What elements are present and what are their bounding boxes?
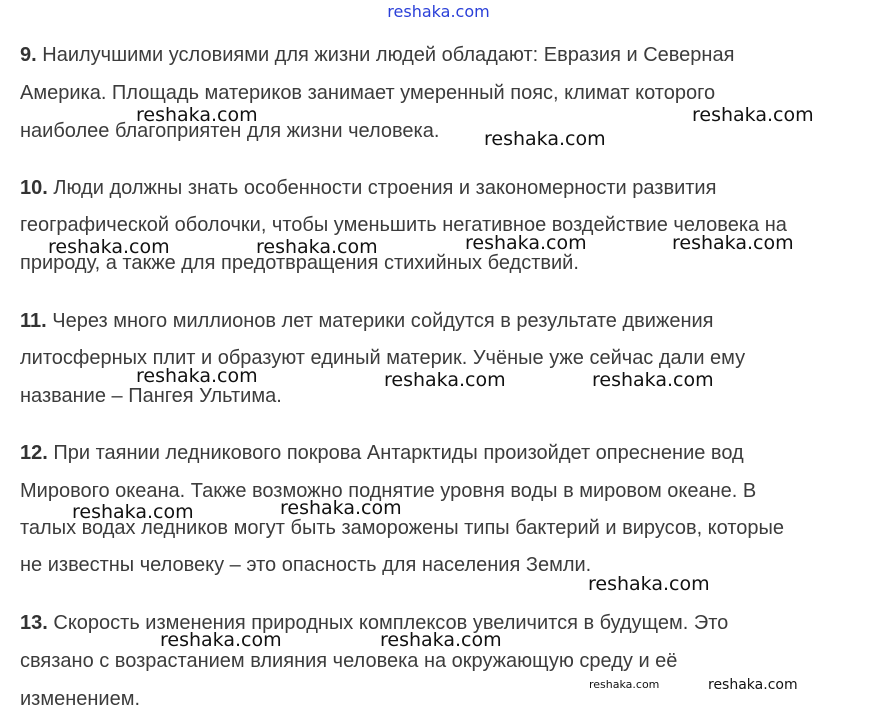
paragraph-number: 13. — [20, 612, 48, 634]
paragraph-text: Через много миллионов лет материки сойдутся в результате движения — [52, 310, 714, 332]
paragraph-12-line-3: талых водах ледников могут быть заморожены типы бактерий и вирусов, которые — [20, 517, 785, 539]
paragraph-13-line-2: связано с возрастанием влияния человека на окружающую среду и её — [20, 650, 678, 672]
paragraph-text: При таянии ледникового покрова Антарктиды произойдет опреснение вод — [53, 442, 744, 464]
paragraph-11-line-1 — [20, 310, 714, 333]
paragraph-11-line-2: литосферных плит и образуют единый материк. Учёные уже сейчас дали ему — [20, 347, 746, 369]
paragraph-11-line-3: название – Пангея Ультима. — [20, 385, 282, 407]
watermark: reshaka.com — [160, 629, 282, 651]
watermark: reshaka.com — [136, 104, 258, 126]
paragraph-12-line-4: не известны человеку – это опасность для населения Земли. — [20, 554, 592, 576]
watermark: reshaka.com — [592, 369, 714, 391]
watermark: reshaka.com — [48, 236, 170, 258]
paragraph-9-line-1 — [20, 44, 734, 67]
paragraph-number: 9. — [20, 44, 37, 66]
paragraph-12-line-1 — [20, 442, 744, 465]
watermark: reshaka.com — [72, 501, 194, 523]
paragraph-13-line-3: изменением. — [20, 688, 141, 710]
site-header-watermark: reshaka.com — [387, 2, 490, 21]
watermark: reshaka.com — [136, 365, 258, 387]
watermark: reshaka.com — [484, 128, 606, 150]
watermark: reshaka.com — [672, 232, 794, 254]
paragraph-10-line-1 — [20, 177, 716, 200]
watermark: reshaka.com — [465, 232, 587, 254]
paragraph-text: Наилучшими условиями для жизни людей обладают: Евразия и Северная — [42, 44, 735, 66]
watermark: reshaka.com — [708, 677, 798, 693]
watermark: reshaka.com — [256, 236, 378, 258]
watermark: reshaka.com — [692, 104, 814, 126]
paragraph-number: 11. — [20, 310, 47, 332]
watermark: reshaka.com — [589, 678, 660, 691]
paragraph-9-line-3: наиболее благоприятен для жизни человека. — [20, 120, 440, 142]
paragraph-10-line-3: природу, а также для предотвращения стихийных бедствий. — [20, 252, 579, 274]
paragraph-text: Скорость изменения природных комплексов увеличится в будущем. Это — [53, 612, 729, 634]
paragraph-number: 10. — [20, 177, 48, 199]
paragraph-9-line-2: Америка. Площадь материков занимает умеренный пояс, климат которого — [20, 82, 716, 104]
watermark: reshaka.com — [588, 573, 710, 595]
paragraph-12-line-2: Мирового океана. Также возможно поднятие уровня воды в мировом океане. В — [20, 480, 757, 502]
watermark: reshaka.com — [380, 629, 502, 651]
paragraph-10-line-2: географической оболочки, чтобы уменьшить негативное воздействие человека на — [20, 214, 787, 236]
watermark: reshaka.com — [280, 497, 402, 519]
paragraph-number: 12. — [20, 442, 48, 464]
paragraph-text: Люди должны знать особенности строения и закономерности развития — [53, 177, 717, 199]
paragraph-13-line-1 — [20, 612, 728, 635]
watermark: reshaka.com — [384, 369, 506, 391]
